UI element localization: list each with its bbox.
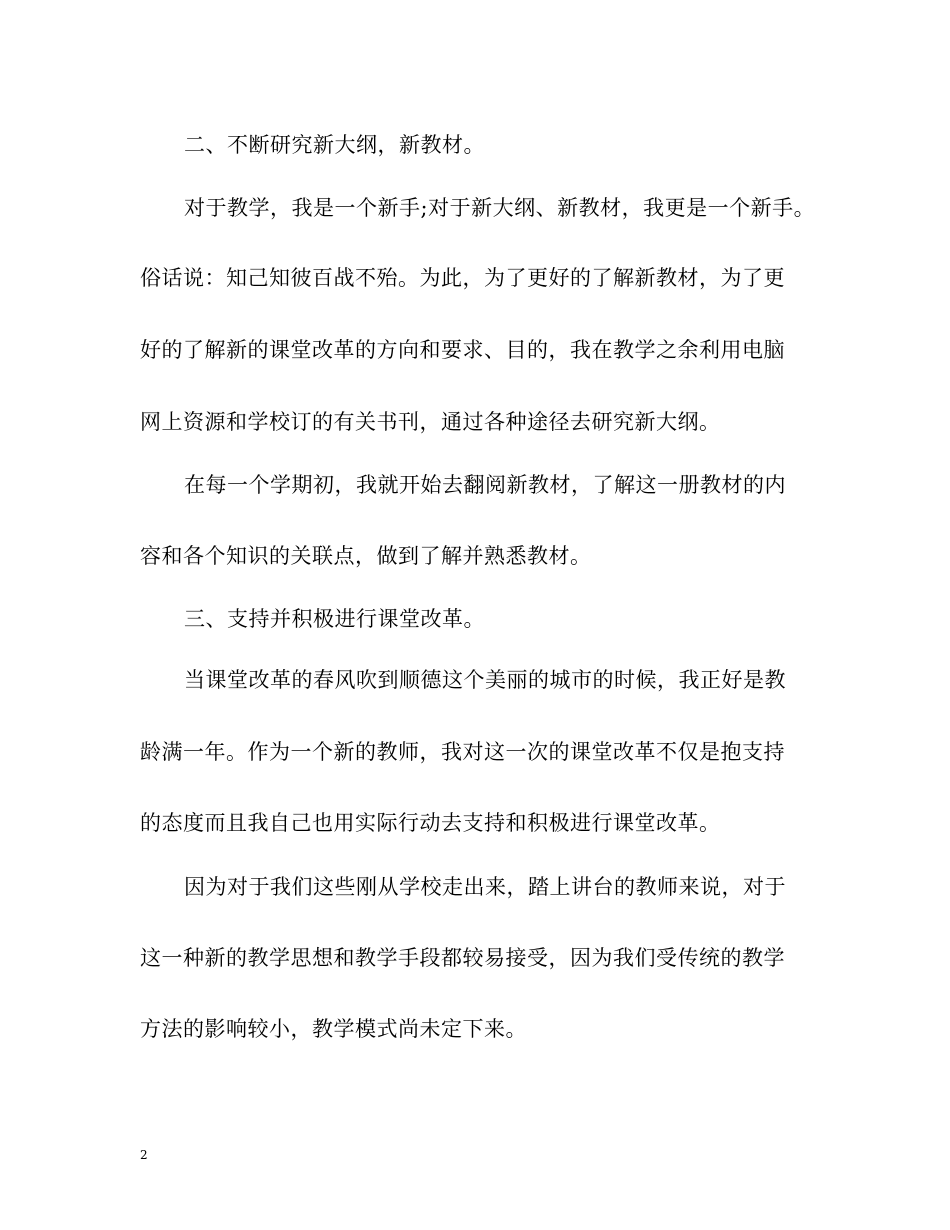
heading-section-2: 二、不断研究新大纲，新教材。 xyxy=(184,133,485,157)
paragraph-line: 网上资源和学校订的有关书刊，通过各种途径去研究新大纲。 xyxy=(140,410,721,434)
heading-section-3: 三、支持并积极进行课堂改革。 xyxy=(184,607,485,631)
paragraph-line: 因为对于我们这些刚从学校走出来，踏上讲台的教师来说，对于 xyxy=(184,875,786,899)
paragraph-line: 这一种新的教学思想和教学手段都较易接受，因为我们受传统的教学 xyxy=(140,946,785,970)
paragraph-line: 对于教学，我是一个新手;对于新大纲、新教材，我更是一个新手。 xyxy=(184,196,816,220)
paragraph-line: 当课堂改革的春风吹到顺德这个美丽的城市的时候，我正好是教 xyxy=(184,668,786,692)
page-number: 2 xyxy=(140,1148,148,1162)
paragraph-line: 好的了解新的课堂改革的方向和要求、目的，我在教学之余利用电脑 xyxy=(140,338,785,362)
paragraph-line: 的态度而且我自己也用实际行动去支持和积极进行课堂改革。 xyxy=(140,811,721,835)
paragraph-line: 俗话说：知己知彼百战不殆。为此，为了更好的了解新教材，为了更 xyxy=(140,266,785,290)
paragraph-line: 方法的影响较小，教学模式尚未定下来。 xyxy=(140,1017,527,1041)
paragraph-line: 龄满一年。作为一个新的教师，我对这一次的课堂改革不仅是抱支持 xyxy=(140,740,785,764)
paragraph-line: 容和各个知识的关联点，做到了解并熟悉教材。 xyxy=(140,544,592,568)
paragraph-line: 在每一个学期初，我就开始去翻阅新教材，了解这一册教材的内 xyxy=(184,473,786,497)
